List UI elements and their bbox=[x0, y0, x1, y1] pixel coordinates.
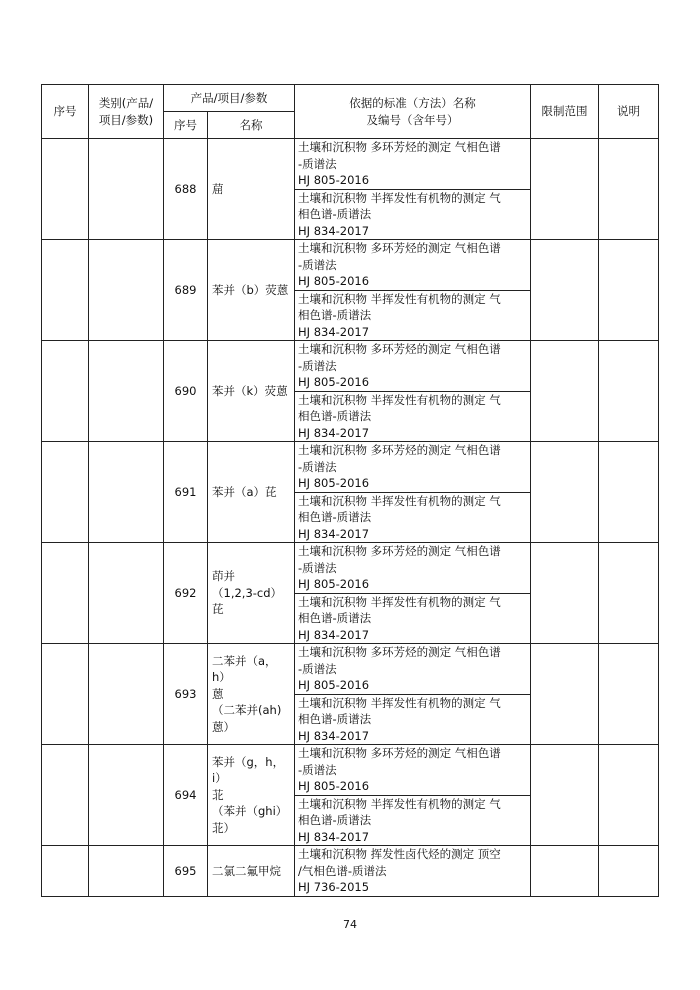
row-name: 二苯并（a，h） 蒽 （二苯并(ah) 蒽） bbox=[208, 644, 295, 745]
row-limit-cell bbox=[531, 341, 599, 442]
header-sub-seq: 序号 bbox=[164, 112, 208, 139]
row-standard: 土壤和沉积物 半挥发性有机物的测定 气 相色谱-质谱法 HJ 834-2017 bbox=[295, 492, 531, 543]
row-standard: 土壤和沉积物 半挥发性有机物的测定 气 相色谱-质谱法 HJ 834-2017 bbox=[295, 795, 531, 846]
row-number: 695 bbox=[164, 846, 208, 897]
row-limit-cell bbox=[531, 846, 599, 897]
header-sub-name: 名称 bbox=[208, 112, 295, 139]
row-number: 693 bbox=[164, 644, 208, 745]
row-number: 694 bbox=[164, 745, 208, 846]
row-standard: 土壤和沉积物 半挥发性有机物的测定 气 相色谱-质谱法 HJ 834-2017 bbox=[295, 391, 531, 442]
row-standard: 土壤和沉积物 半挥发性有机物的测定 气 相色谱-质谱法 HJ 834-2017 bbox=[295, 189, 531, 240]
row-seq-cell bbox=[42, 139, 89, 240]
row-category-cell bbox=[89, 341, 164, 442]
row-number: 692 bbox=[164, 543, 208, 644]
row-limit-cell bbox=[531, 745, 599, 846]
row-category-cell bbox=[89, 846, 164, 897]
row-seq-cell bbox=[42, 644, 89, 745]
row-note-cell bbox=[599, 341, 659, 442]
row-note-cell bbox=[599, 139, 659, 240]
row-standard: 土壤和沉积物 多环芳烃的测定 气相色谱 -质谱法 HJ 805-2016 bbox=[295, 442, 531, 493]
row-name: 二氯二氟甲烷 bbox=[208, 846, 295, 897]
row-name: 苯并（b）荧蒽 bbox=[208, 240, 295, 341]
row-number: 690 bbox=[164, 341, 208, 442]
row-note-cell bbox=[599, 745, 659, 846]
header-category: 类别(产品/ 项目/参数) bbox=[89, 85, 164, 139]
table-row bbox=[42, 139, 659, 190]
row-limit-cell bbox=[531, 442, 599, 543]
row-name: 苯并（k）荧蒽 bbox=[208, 341, 295, 442]
table-row bbox=[42, 240, 659, 291]
row-category-cell bbox=[89, 745, 164, 846]
header-note: 说明 bbox=[599, 85, 659, 139]
row-category-cell bbox=[89, 240, 164, 341]
row-standard: 土壤和沉积物 多环芳烃的测定 气相色谱 -质谱法 HJ 805-2016 bbox=[295, 240, 531, 291]
row-seq-cell bbox=[42, 442, 89, 543]
row-standard: 土壤和沉积物 多环芳烃的测定 气相色谱 -质谱法 HJ 805-2016 bbox=[295, 139, 531, 190]
table-row bbox=[42, 442, 659, 493]
table-row bbox=[42, 341, 659, 392]
header-product-group: 产品/项目/参数 bbox=[164, 85, 295, 112]
row-note-cell bbox=[599, 442, 659, 543]
row-limit-cell bbox=[531, 240, 599, 341]
row-limit-cell bbox=[531, 543, 599, 644]
row-standard: 土壤和沉积物 多环芳烃的测定 气相色谱 -质谱法 HJ 805-2016 bbox=[295, 543, 531, 594]
row-standard: 土壤和沉积物 半挥发性有机物的测定 气 相色谱-质谱法 HJ 834-2017 bbox=[295, 694, 531, 745]
row-note-cell bbox=[599, 543, 659, 644]
row-note-cell bbox=[599, 240, 659, 341]
row-seq-cell bbox=[42, 341, 89, 442]
row-limit-cell bbox=[531, 139, 599, 240]
table-row bbox=[42, 543, 659, 594]
row-number: 688 bbox=[164, 139, 208, 240]
row-standard: 土壤和沉积物 半挥发性有机物的测定 气 相色谱-质谱法 HJ 834-2017 bbox=[295, 593, 531, 644]
row-name: 䓛 bbox=[208, 139, 295, 240]
row-seq-cell bbox=[42, 543, 89, 644]
row-standard: 土壤和沉积物 半挥发性有机物的测定 气 相色谱-质谱法 HJ 834-2017 bbox=[295, 290, 531, 341]
table-row bbox=[42, 745, 659, 796]
row-seq-cell bbox=[42, 240, 89, 341]
row-standard: 土壤和沉积物 多环芳烃的测定 气相色谱 -质谱法 HJ 805-2016 bbox=[295, 341, 531, 392]
header-seq: 序号 bbox=[42, 85, 89, 139]
row-category-cell bbox=[89, 442, 164, 543]
table-row bbox=[42, 846, 659, 897]
page-number: 74 bbox=[343, 918, 357, 931]
row-standard: 土壤和沉积物 多环芳烃的测定 气相色谱 -质谱法 HJ 805-2016 bbox=[295, 745, 531, 796]
row-note-cell bbox=[599, 644, 659, 745]
row-name: 苯并（a）芘 bbox=[208, 442, 295, 543]
row-category-cell bbox=[89, 543, 164, 644]
row-name: 苯并（g，h，i） 苝 （苯并（ghi） 苝） bbox=[208, 745, 295, 846]
table-row bbox=[42, 644, 659, 695]
standards-table bbox=[41, 84, 659, 897]
row-number: 689 bbox=[164, 240, 208, 341]
row-limit-cell bbox=[531, 644, 599, 745]
row-seq-cell bbox=[42, 846, 89, 897]
row-standard: 土壤和沉积物 多环芳烃的测定 气相色谱 -质谱法 HJ 805-2016 bbox=[295, 644, 531, 695]
row-note-cell bbox=[599, 846, 659, 897]
row-name: 茚并 （1,2,3-cd） 芘 bbox=[208, 543, 295, 644]
row-seq-cell bbox=[42, 745, 89, 846]
header-limit: 限制范围 bbox=[531, 85, 599, 139]
row-category-cell bbox=[89, 139, 164, 240]
row-category-cell bbox=[89, 644, 164, 745]
row-standard: 土壤和沉积物 挥发性卤代烃的测定 顶空 /气相色谱-质谱法 HJ 736-2015 bbox=[295, 846, 531, 897]
header-standard: 依据的标准（方法）名称 及编号（含年号） bbox=[295, 85, 531, 139]
row-number: 691 bbox=[164, 442, 208, 543]
